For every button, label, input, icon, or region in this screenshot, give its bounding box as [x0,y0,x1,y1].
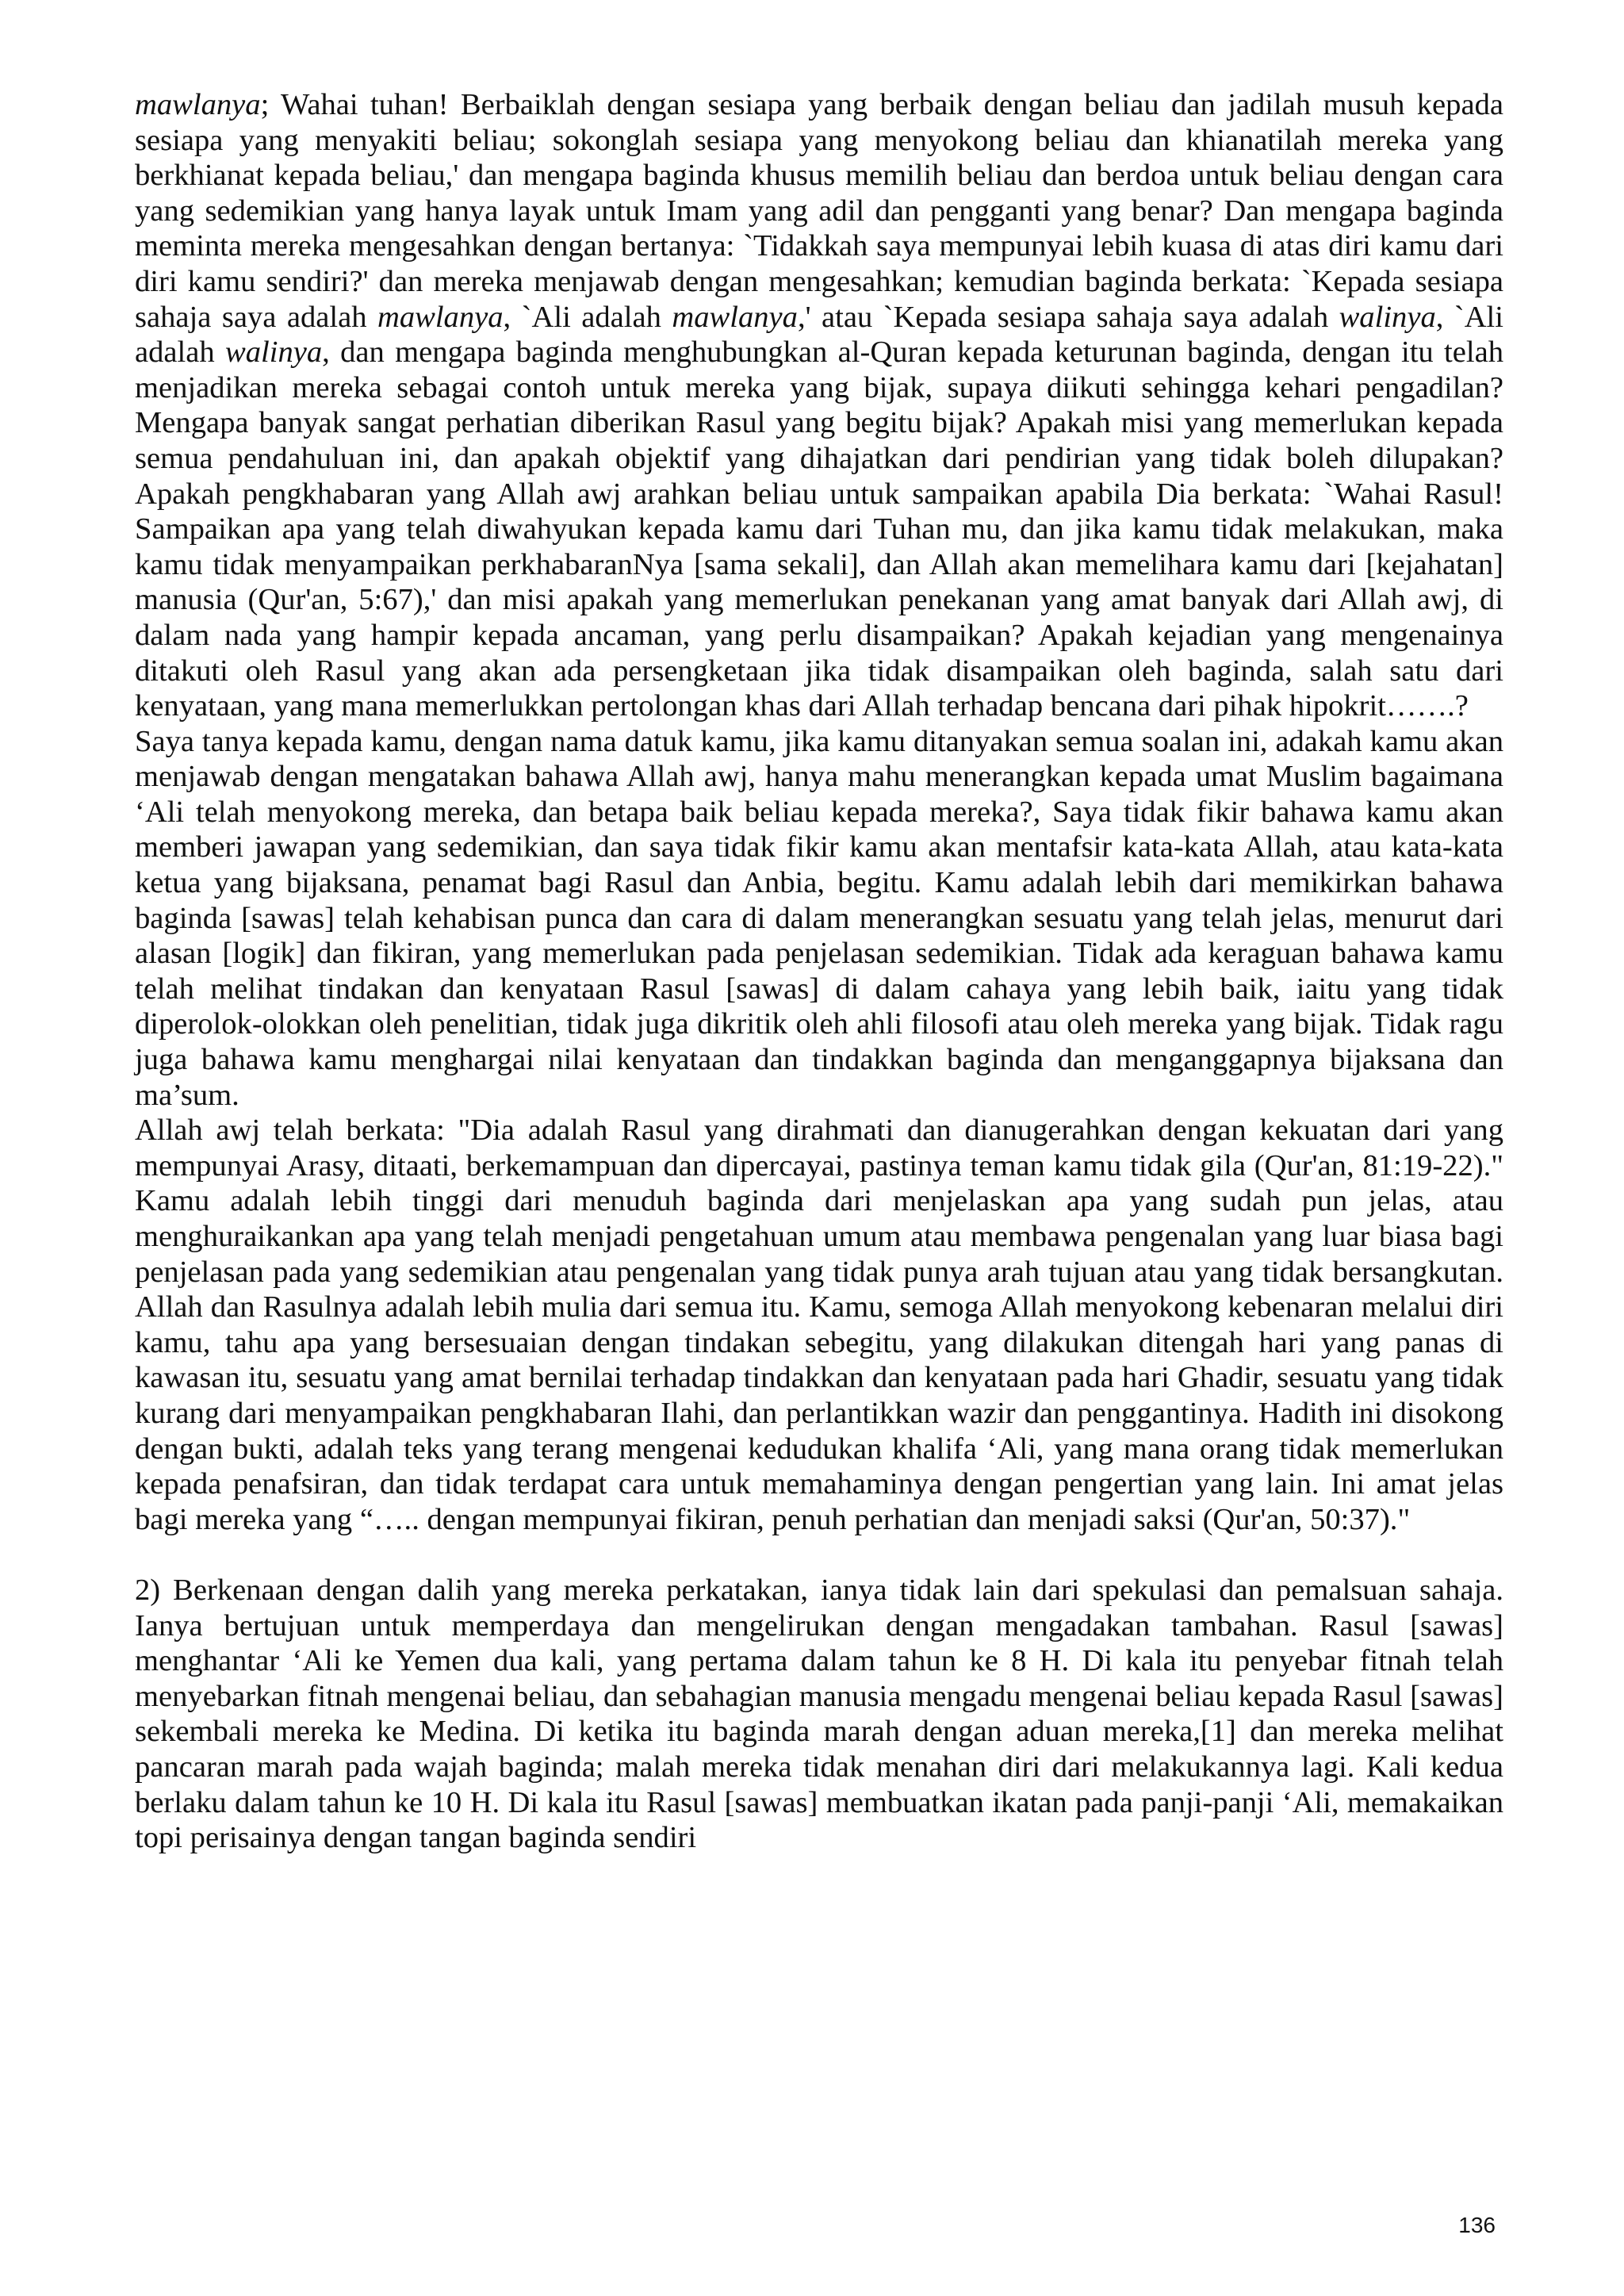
italic-term: mawlanya [377,300,504,334]
paragraph-1 [135,87,1503,724]
body-text [135,87,1503,1856]
page-number: 136 [1458,2213,1496,2237]
italic-term: walinya [1339,300,1436,334]
paragraph-2 [135,724,1503,1114]
text-run: Allah awj telah berkata: "Dia adalah Rasul yang dirahmati dan dianugerahkan dengan kekuatan dari yang mempunyai Arasy, ditaati, berkemampuan dan dipercayai, pastinya teman kamu tidak gila (Qur'an, 81:19-22)." Kamu adalah lebih tinggi dari menuduh baginda dari menjelaskan apa yang sudah pun jelas, atau menghuraikankan apa yang telah menjadi pengetahuan umum atau membawa pengenalan yang luar biasa bagi penjelasan pada yang sedemikian atau pengenalan yang tidak punya arah tujuan atau yang tidak bersangkutan. Allah dan Rasulnya adalah lebih mulia dari semua itu. Kamu, semoga Allah menyokong kebenaran melalui diri kamu, tahu apa yang bersesuaian dengan tindakan sebegitu, yang dilakukan ditengah hari yang panas di kawasan itu, sesuatu yang amat bernilai terhadap tindakkan dan kenyataan pada hari Ghadir, sesuatu yang tidak kurang dari menyampaikan pengkhabaran Ilahi, dan perlantikkan wazir dan penggantinya. Hadith ini disokong dengan bukti, adalah teks yang terang mengenai kedudukan khalifa ‘Ali, yang mana orang tidak memerlukan kepada penafsiran, dan tidak terdapat cara untuk memahaminya dengan pengertian yang lain. Ini amat jelas bagi mereka yang “….. dengan mempunyai fikiran, penuh perhatian dan menjadi saksi (Qur'an, 50:37)." [135,1114,1503,1536]
text-run: 2) Berkenaan dengan dalih yang mereka perkatakan, ianya tidak lain dari spekulasi dan pemalsuan sahaja. Ianya bertujuan untuk memperdaya dan mengelirukan dengan mengadakan tambahan. Rasul [sawas] menghantar ‘Ali ke Yemen dua kali, yang pertama dalam tahun ke 8 H. Di kala itu penyebar fitnah telah menyebarkan fitnah mengenai beliau, dan sebahagian manusia mengadu mengenai beliau kepada Rasul [sawas] sekembali mereka ke Medina. Di ketika itu baginda marah dengan aduan mereka,[1] dan mereka melihat pancaran marah pada wajah baginda; malah mereka tidak menahan diri dari melakukannya lagi. Kali kedua berlaku dalam tahun ke 10 H. Di kala itu Rasul [sawas] membuatkan ikatan pada panji-panji ‘Ali, memakaikan topi perisainya dengan tangan baginda sendiri [135,1573,1503,1855]
text-run: , `Ali adalah [135,300,1503,370]
paragraph-3 [135,1113,1503,1537]
italic-term: mawlanya [672,300,798,334]
paragraph-4 [135,1573,1503,1856]
text-run: , dan mengapa baginda menghubungkan al-Quran kepada keturunan baginda, dengan itu telah menjadikan mereka sebagai contoh untuk mereka yang bijak, supaya diikuti sehingga kehari pengadilan? Mengapa banyak sangat perhatian diberikan Rasul yang begitu bijak? Apakah misi yang memerlukan kepada semua pendahuluan ini, dan apakah objektif yang dihajatkan dari pendirian yang tidak boleh dilupakan? Apakah pengkhabaran yang Allah awj arahkan beliau untuk sampaikan apabila Dia berkata: `Wahai Rasul! Sampaikan apa yang telah diwahyukan kepada kamu dari Tuhan mu, dan jika kamu tidak melakukan, maka kamu tidak menyampaikan perkhabaranNya [sama sekali], dan Allah akan memelihara kamu dari [kejahatan] manusia (Qur'an, 5:67),' dan misi apakah yang memerlukan penekanan yang amat banyak dari Allah awj, di dalam nada yang hampir kepada ancaman, yang perlu disampaikan? Apakah kejadian yang mengenainya ditakuti oleh Rasul yang akan ada persengketaan jika tidak disampaikan oleh baginda, salah satu dari kenyataan, yang mana memerlukkan pertolongan khas dari Allah terhadap bencana dari pihak hipokrit…….? [135,335,1503,723]
italic-term: walinya [225,335,323,370]
italic-term: mawlanya [135,88,261,121]
text-run: ; Wahai tuhan! Berbaiklah dengan sesiapa yang berbaik dengan beliau dan jadilah musuh kepada sesiapa yang menyakiti beliau; sokonglah sesiapa yang menyokong beliau dan khianatilah mereka yang berkhianat kepada beliau,' dan mengapa baginda khusus memilih beliau dan berdoa untuk beliau dengan cara yang sedemikian yang hanya layak untuk Imam yang adil dan pengganti yang benar? Dan mengapa baginda meminta mereka mengesahkan dengan bertanya: `Tidakkah saya mempunyai lebih kuasa di atas diri kamu dari diri kamu sendiri?' dan mereka menjawab dengan mengesahkan; kemudian baginda berkata: `Kepada sesiapa sahaja saya adalah [135,88,1503,334]
text-run: ,' atau `Kepada sesiapa sahaja saya adalah [797,300,1339,334]
text-run: Saya tanya kepada kamu, dengan nama datuk kamu, jika kamu ditanyakan semua soalan ini, adakah kamu akan menjawab dengan mengatakan bahawa Allah awj, hanya mahu menerangkan kepada umat Muslim bagaimana ‘Ali telah menyokong mereka, dan betapa baik beliau kepada mereka?, Saya tidak fikir bahawa kamu akan memberi jawapan yang sedemikian, dan saya tidak fikir kamu akan mentafsir kata-kata Allah, atau kata-kata ketua yang bijaksana, penamat bagi Rasul dan Anbia, begitu. Kamu adalah lebih dari memikirkan bahawa baginda [sawas] telah kehabisan punca dan cara di dalam menerangkan sesuatu yang telah jelas, menurut dari alasan [logik] dan fikiran, yang memerlukan pada penjelasan sedemikian. Tidak ada keraguan bahawa kamu telah melihat tindakan dan kenyataan Rasul [sawas] di dalam cahaya yang lebih baik, iaitu yang tidak diperolok-olokkan oleh penelitian, tidak juga dikritik oleh ahli filosofi atau oleh mereka yang bijak. Tidak ragu juga bahawa kamu menghargai nilai kenyataan dan tindakkan baginda dan menganggapnya bijaksana dan ma’sum. [135,724,1503,1112]
text-run: , `Ali adalah [503,300,672,334]
